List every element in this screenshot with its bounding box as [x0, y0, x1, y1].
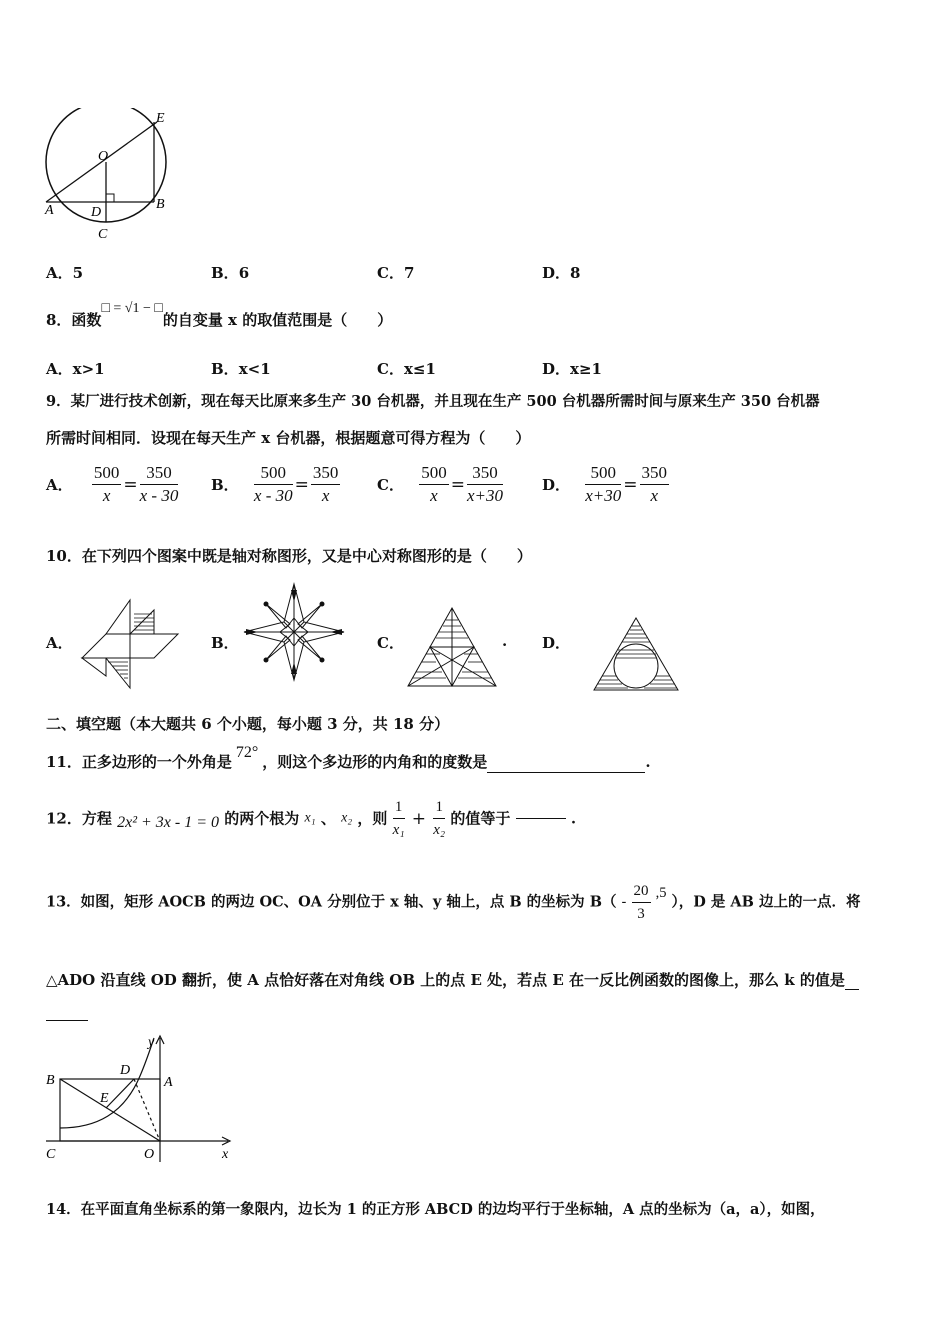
q8-option-c: C．x≤1: [377, 360, 436, 378]
q7-label-B: B: [156, 197, 165, 212]
q9-question-line2: 所需时间相同．设现在每天生产 x 台机器，根据题意可得方程为（ ）: [46, 429, 531, 447]
q8-option-a: A．x>1: [46, 360, 105, 378]
q11-question: 11．正多边形的一个外角是72°，则这个多边形的内角和的度数是 .: [46, 744, 651, 771]
q13-label-C: C: [46, 1147, 56, 1162]
q13-label-E: E: [100, 1091, 109, 1106]
q13-coordinate-figure: [40, 1032, 240, 1164]
q13-label-x: x: [222, 1147, 229, 1162]
q10-separator-dot: .: [502, 632, 508, 650]
q13-answer-blank: [46, 1020, 88, 1021]
q10-pinwheel-figure: [78, 596, 180, 692]
q7-circle-figure: [40, 108, 180, 248]
q10-triangle-circle-figure: [590, 616, 682, 692]
q13-label-O: O: [144, 1147, 155, 1162]
q12-equation: 2x² + 3x - 1 = 0: [117, 813, 220, 831]
q7-option-d: D．8: [542, 264, 581, 282]
q7-option-c: C．7: [377, 264, 415, 282]
q13-question-line2: △ADO 沿直线 OD 翻折，使 A 点恰好落在对角线 OB 上的点 E 处，若点 E 在一反比例函数的图像上，那么 k 的值是: [46, 970, 859, 990]
q8-option-b: B．x<1: [211, 360, 271, 378]
q10-option-a-label: A．: [46, 634, 73, 652]
q13-label-B: B: [46, 1073, 55, 1088]
q13-question-line1: 13．如图，矩形 AOCB 的两边 OC、OA 分别位于 x 轴、y 轴上，点 B 的坐标为 B（ - $\frac{20}{3}$ ,5 ），D 是 AB 边上的一点．将: [46, 880, 860, 936]
q8-formula: □ = √1 − □: [101, 301, 163, 316]
q13-label-y: y: [148, 1035, 155, 1050]
q13-label-D: D: [120, 1063, 131, 1078]
q8-option-d: D．x≥1: [542, 360, 602, 378]
q7-label-E: E: [156, 111, 165, 126]
q10-question: 10．在下列四个图案中既是轴对称图形，又是中心对称图形的是（ ）: [46, 547, 532, 565]
section2-title: 二、填空题（本大题共 6 个小题，每小题 3 分，共 18 分）: [46, 715, 450, 733]
q10-option-d-label: D．: [542, 634, 571, 652]
q7-label-O: O: [98, 149, 109, 164]
q9-question-line1: 9．某厂进行技术创新，现在每天比原来多生产 30 台机器，并且现在生产 500 台机器所需时间与原来生产 350 台机器: [46, 393, 820, 410]
q10-triangle-pattern-figure: [406, 606, 498, 688]
q7-label-C: C: [98, 227, 108, 242]
q7-option-a: A．5: [46, 264, 84, 282]
q9-option-b: B． $\frac{500}{x - 30}$ = $\frac{350}{x}$: [211, 463, 339, 505]
q11-answer-blank: [487, 772, 645, 773]
q10-option-c-label: C．: [377, 634, 404, 652]
q12-answer-blank: [516, 818, 566, 819]
q10-option-b-label: B．: [211, 634, 239, 652]
q13-label-A: A: [164, 1075, 173, 1090]
q9-option-c: C． $\frac{500}{x}$ = $\frac{350}{x+30}$: [377, 463, 503, 505]
q7-label-A: A: [45, 203, 54, 218]
q10-compass-star-figure: [240, 582, 348, 684]
q9-option-d: D． $\frac{500}{x+30}$ = $\frac{350}{x}$: [542, 463, 668, 505]
q7-label-D: D: [91, 205, 102, 220]
q7-option-b: B．6: [211, 264, 250, 282]
q14-question: 14．在平面直角坐标系的第一象限内，边长为 1 的正方形 ABCD 的边均平行于坐标轴，A 点的坐标为（a，a），如图，: [46, 1201, 825, 1218]
q8-question: 8．函数□ = √1 − □的自变量 x 的取值范围是（ ）: [46, 301, 393, 329]
q9-option-a: A． $\frac{500}{x}$ = $\frac{350}{x - 30}$: [46, 463, 179, 505]
q11-angle: 72°: [235, 744, 259, 761]
q12-question: 12．方程 2x² + 3x - 1 = 0 的两个根为 x₁ 、 x₂ ，则 $\frac{1}{\text{x₁}}$ + $\frac{1}{\text{x₂}}$ 的值等于 .: [46, 796, 576, 850]
